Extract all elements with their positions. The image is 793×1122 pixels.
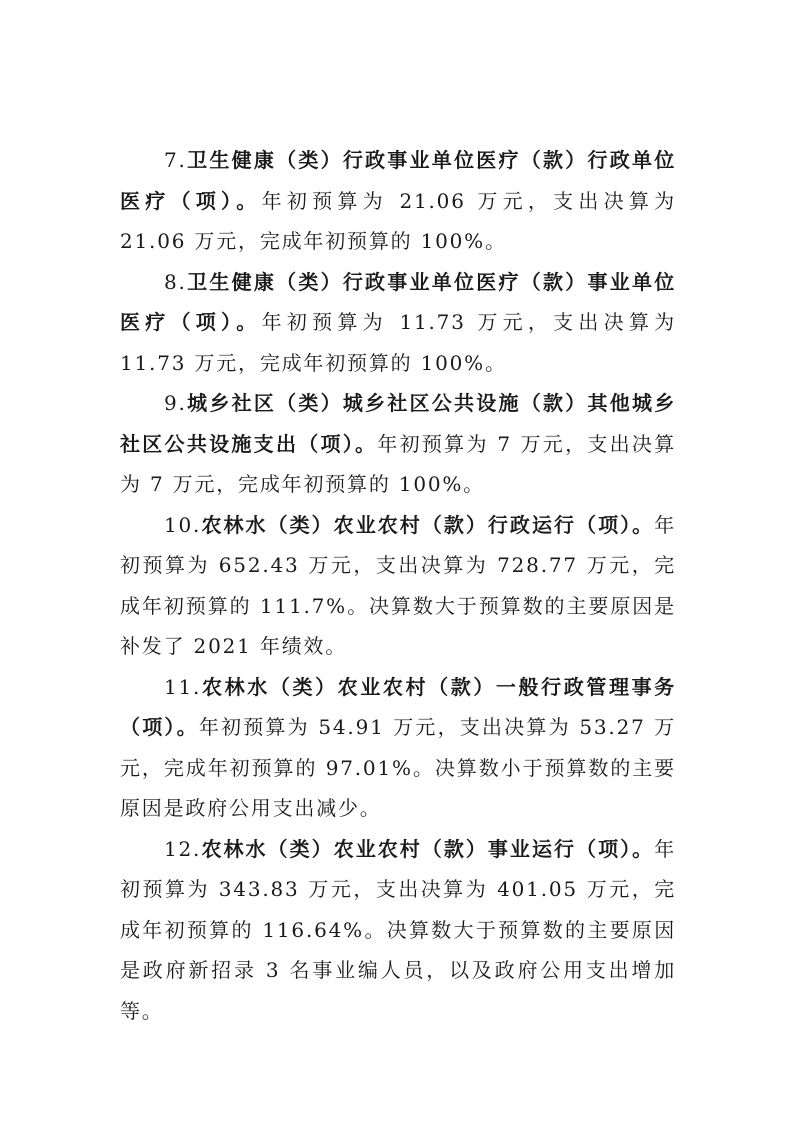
item-text: 年初预算为 652.43 万元，支出决算为 728.77 万元，完成年初预算的 111.7%。决算数大于预算数的主要原因是补发了 2021 年绩效。 (120, 512, 676, 658)
item-number: 7. (164, 148, 187, 172)
item-heading: 城乡社区（类）城乡社区公共设施（款）其他城乡社区公共设施支出（项）。 (120, 391, 676, 456)
item-text: 年初预算为 7 万元，支出决算为 7 万元，完成年初预算的 100%。 (120, 431, 676, 496)
paragraph-10 (120, 505, 676, 667)
item-text: 年初预算为 21.06 万元，支出决算为 21.06 万元，完成年初预算的 100%。 (120, 188, 676, 253)
paragraph-11 (120, 667, 676, 829)
item-number: 11. (164, 674, 202, 699)
item-number: 10. (164, 512, 202, 537)
paragraph-12 (120, 829, 676, 1032)
item-text: 年初预算为 54.91 万元，支出决算为 53.27 万元，完成年初预算的 97.01%。决算数小于预算数的主要原因是政府公用支出减少。 (120, 715, 676, 820)
paragraph-7 (120, 140, 676, 262)
item-heading: 农林水（类）农业农村（款）一般行政管理事务（项）。 (120, 674, 676, 739)
item-heading: 农林水（类）农业农村（款）事业运行（项）。 (201, 836, 655, 861)
paragraph-9 (120, 383, 676, 505)
item-number: 12. (164, 836, 202, 861)
item-text: 年初预算为 343.83 万元，支出决算为 401.05 万元，完成年初预算的 116.64%。决算数大于预算数的主要原因是政府新招录 3 名事业编人员，以及政府公用支出增加等。 (120, 836, 676, 1023)
item-heading: 农林水（类）农业农村（款）行政运行（项）。 (201, 512, 655, 537)
document-page (120, 140, 676, 1031)
item-number: 8. (164, 269, 187, 294)
item-heading: 卫生健康（类）行政事业单位医疗（款）行政单位医疗（项）。 (120, 148, 676, 213)
item-heading: 卫生健康（类）行政事业单位医疗（款）事业单位医疗（项）。 (120, 269, 676, 334)
item-text: 年初预算为 11.73 万元，支出决算为 11.73 万元，完成年初预算的 100%。 (120, 310, 676, 375)
paragraph-8 (120, 262, 676, 384)
item-number: 9. (164, 391, 187, 415)
